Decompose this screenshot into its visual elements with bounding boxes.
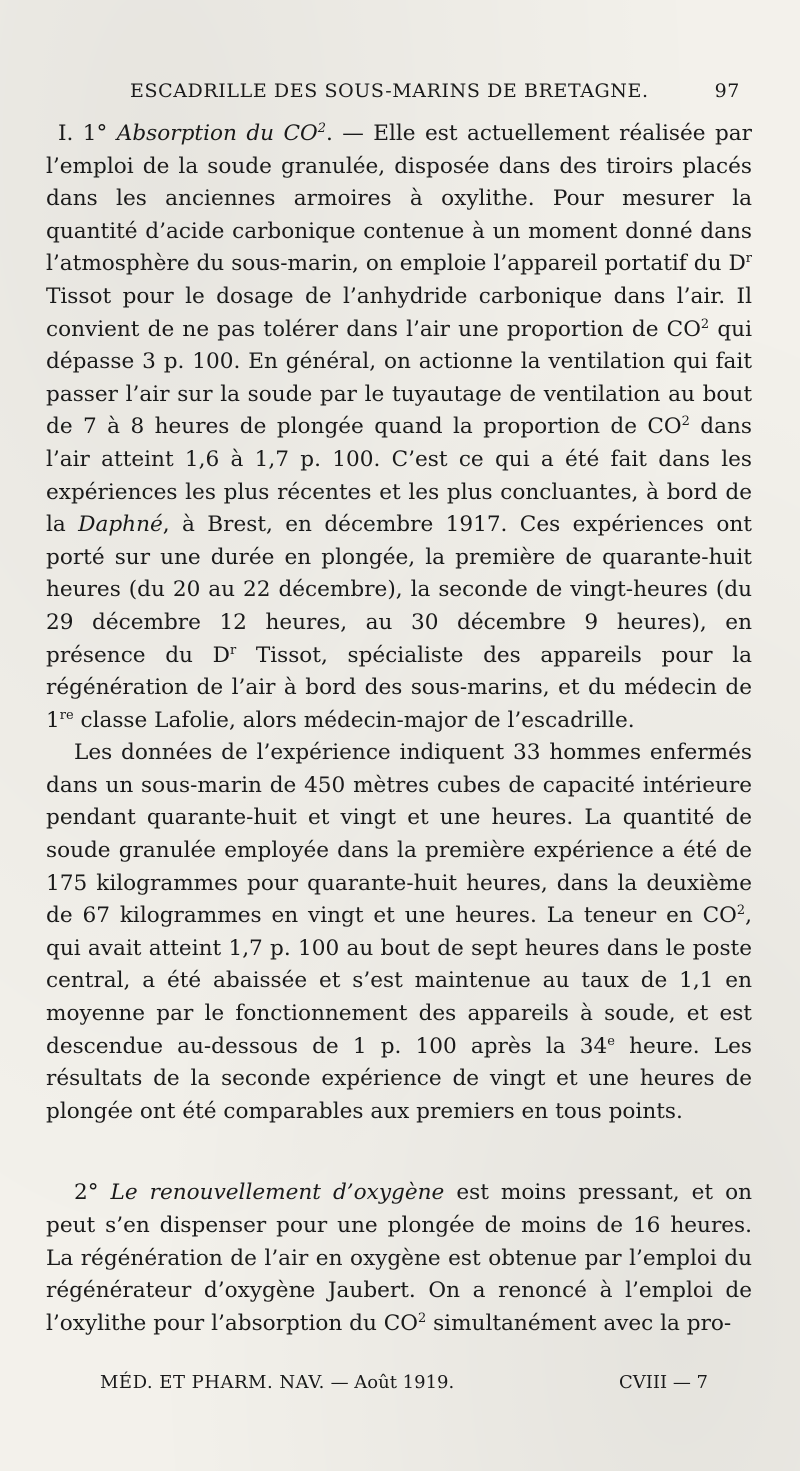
footer-journal-line: MÉD. ET PHARM. NAV. — Août 1919. xyxy=(100,1372,455,1393)
page-number: 97 xyxy=(714,80,740,102)
ship-name: Daphné xyxy=(78,512,163,538)
running-head xyxy=(130,80,740,102)
paragraph-experiment-data: Les données de l’expérience indiquent 33 hommes enfermés dans un sous-marin de 450 mètres cubes de capacité intérieure pendant quarante-huit et vingt et une heures. La quantité de soude granulée employée dans la première expérience a été de 175 kilogrammes pour quarante-huit heures, dans la deuxième de 67 kilogrammes en vingt et une heures. La teneur en $CO^2$, qui avait atteint 1,7 p. 100 au bout de sept heures dans le poste central, a été abaissée et s’est maintenue au taux de 1,1 en moyenne par le fonctionnement des appareils à soude, et est descendue au-dessous de 1 p. 100 après la 34e heure. Les résultats de la seconde expérience de vingt et une heures de plongée ont été comparables aux premiers en tous points. xyxy=(46,740,752,1124)
paragraph-oxygen: 2° Le renouvellement d’oxygène est moins pressant, et on peut s’en dispenser pour une plongée de moins de 16 heures. La régénération de l’air en oxygène est obtenue par l’emploi du régénérateur d’oxygène Jaubert. On a renoncé à l’emploi de l’oxylithe pour l’absorption du $CO^2$ simultanément avec la pro- xyxy=(46,1180,752,1336)
section-label: I. 1° xyxy=(58,121,108,146)
body-text xyxy=(46,118,752,1340)
footer-signature: CVIII — 7 xyxy=(619,1372,708,1393)
running-title: ESCADRILLE DES SOUS-MARINS DE BRETAGNE. xyxy=(130,80,649,102)
page-footer xyxy=(100,1372,708,1393)
paragraph-absorption: I. 1° Absorption du $CO^2$. — Elle est actuellement réalisée par l’emploi de la soude granulée, disposée dans des tiroirs placés dans les anciennes armoires à oxylithe. Pour mesurer la quantité d’acide carbonique contenue à un moment donné dans l’atmosphère du sous-marin, on emploie l’appareil portatif du $D^r$ Tissot pour le dosage de l’anhydride carbonique dans l’air. Il convient de ne pas tolérer dans l’air une proportion de $CO^2$ qui dépasse 3 p. 100. En général, on actionne la ventilation qui fait passer l’air sur la soude par le tuyautage de ventilation au bout de 7 à 8 heures de plongée quand la proportion de $CO^2$ dans l’air atteint 1,6 à 1,7 p. 100. C’est ce qui a été fait dans les expériences les plus récentes et les plus concluantes, à bord de la Daphné, à Brest, en décembre 1917. Ces expériences ont porté sur une durée en plongée, la première de quarante-huit heures (du 20 au 22 décembre), la seconde de vingt-heures (du 29 décembre 12 heures, au 30 décembre 9 heures), en présence du $D^r$ Tissot, spécialiste des appareils pour la régénération de l’air à bord des sous-marins, et du médecin de 1re classe Lafolie, alors médecin-major de l’escadrille. xyxy=(46,120,752,733)
section-heading: Absorption du $CO^2$ xyxy=(116,120,326,146)
section-gap xyxy=(46,1128,752,1177)
section-heading: Le renouvellement d’oxygène xyxy=(110,1180,445,1206)
section-label: 2° xyxy=(74,1180,99,1206)
